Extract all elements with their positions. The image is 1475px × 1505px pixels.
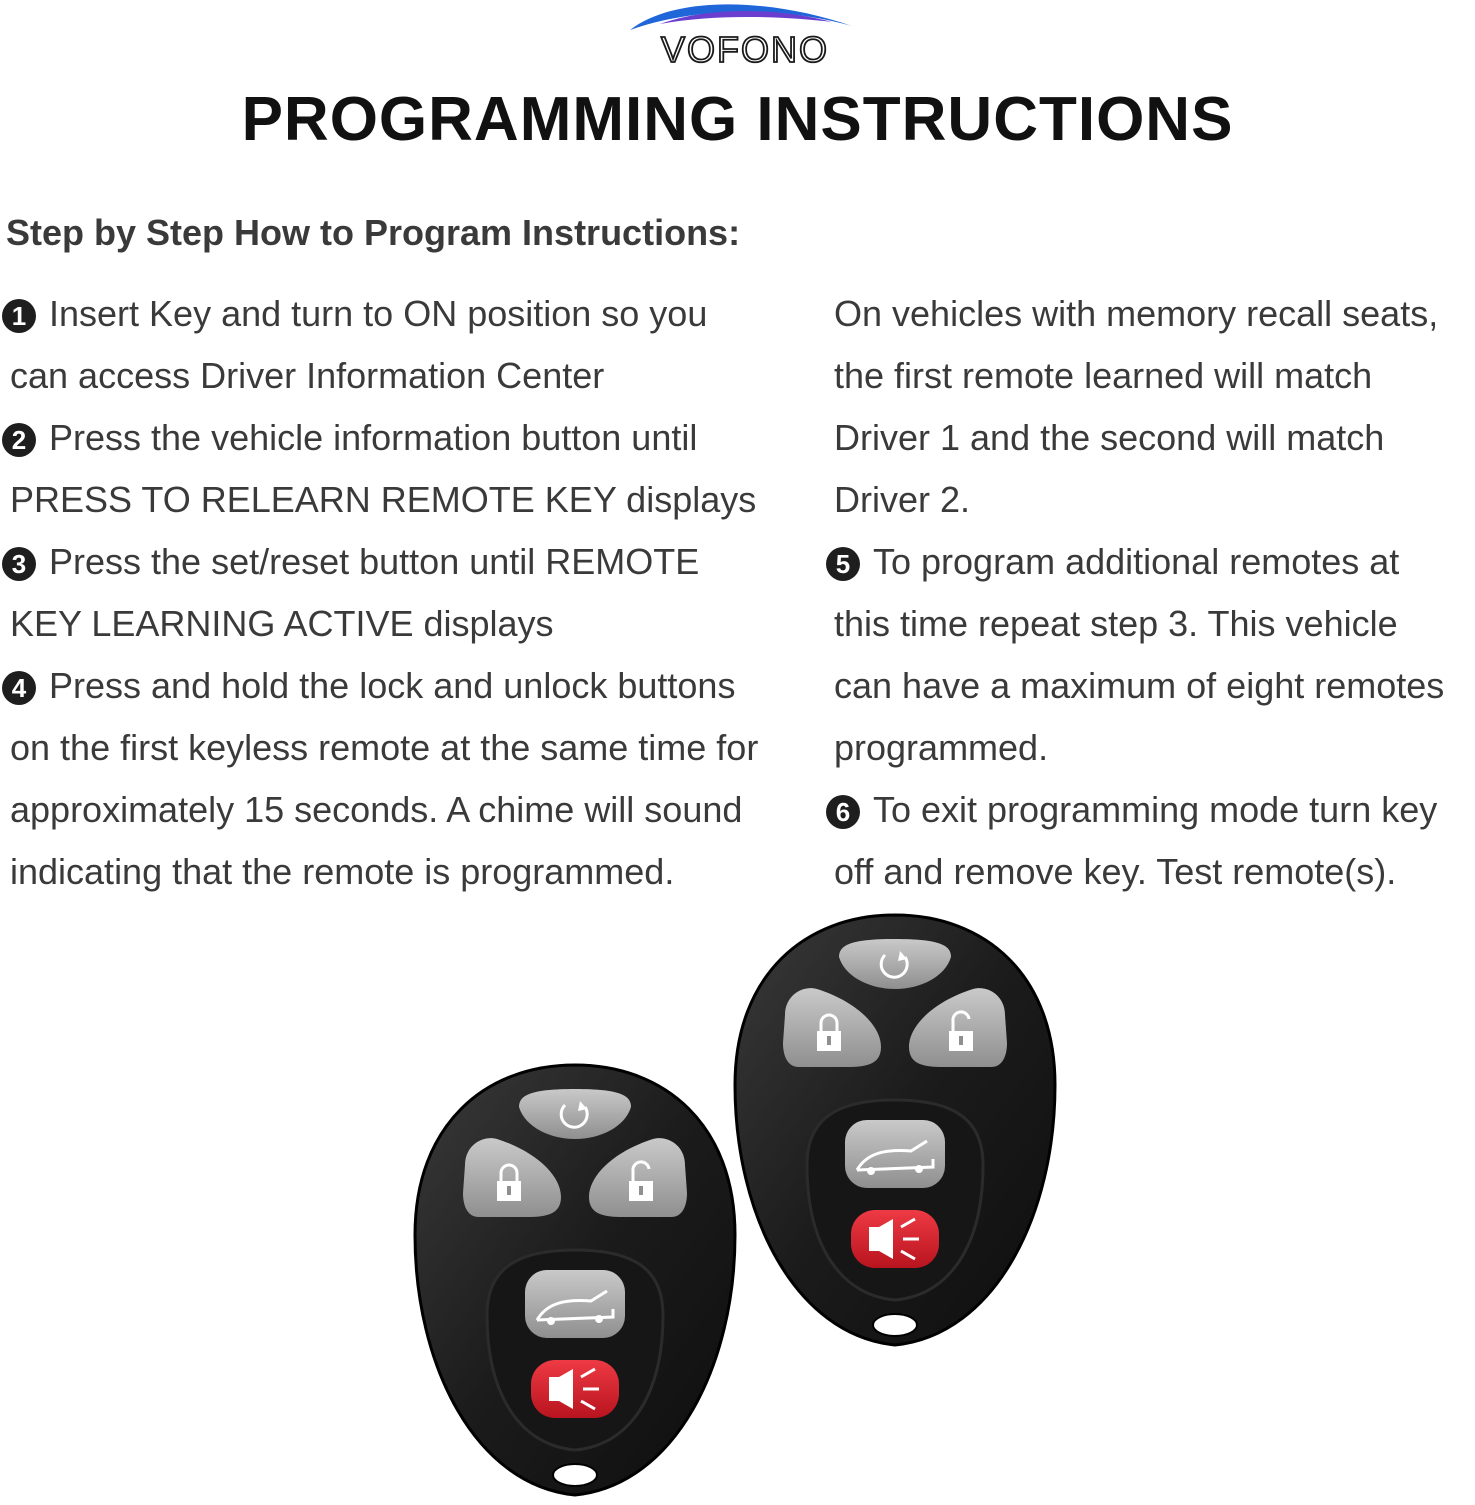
- step-4-line-4: indicating that the remote is programmed.: [10, 851, 675, 892]
- key-fob-images: [410, 905, 1070, 1500]
- memory-note-line-2: the first remote learned will match: [834, 355, 1373, 396]
- step-5-line-4: programmed.: [834, 727, 1049, 768]
- step-5-line-3: can have a maximum of eight remotes: [834, 665, 1445, 706]
- step-4-line-1: 4 Press and hold the lock and unlock buttons: [2, 655, 802, 717]
- step-3-line-2: KEY LEARNING ACTIVE displays: [10, 603, 554, 644]
- memory-note-line-1: On vehicles with memory recall seats,: [834, 293, 1439, 334]
- step-1-line-1: 1 Insert Key and turn to ON position so you: [2, 283, 802, 345]
- step-5-line-1: 5 To program additional remotes at: [826, 531, 1475, 593]
- step-3-line-1: 3 Press the set/reset button until REMOTE: [2, 531, 802, 593]
- step-5-line-2: this time repeat step 3. This vehicle: [834, 603, 1398, 644]
- step-badge-3: 3: [2, 547, 36, 581]
- vofono-logo: [620, 0, 870, 70]
- step-6-line-2: off and remove key. Test remote(s).: [834, 851, 1397, 892]
- memory-note-line-3: Driver 1 and the second will match: [834, 417, 1385, 458]
- instructions-left-column: [2, 283, 802, 903]
- step-badge-2: 2: [2, 423, 36, 457]
- step-4-line-3: approximately 15 seconds. A chime will sound: [10, 789, 743, 830]
- key-fob-back: [735, 915, 1055, 1345]
- page-title: PROGRAMMING INSTRUCTIONS: [241, 85, 1234, 154]
- memory-note-line-4: Driver 2.: [834, 479, 971, 520]
- instructions-subtitle: Step by Step How to Program Instructions:: [6, 212, 741, 253]
- step-2-line-1: 2 Press the vehicle information button until: [2, 407, 802, 469]
- logo-wordmark: VOFONO: [660, 29, 830, 70]
- instructions-right-column: [826, 283, 1475, 903]
- step-badge-1: 1: [2, 299, 36, 333]
- step-badge-6: 6: [826, 795, 860, 829]
- step-4-line-2: on the first keyless remote at the same time for: [10, 727, 759, 768]
- step-6-line-1: 6 To exit programming mode turn key: [826, 779, 1475, 841]
- step-badge-5: 5: [826, 547, 860, 581]
- key-fob-front: [415, 1065, 735, 1495]
- step-2-line-2: PRESS TO RELEARN REMOTE KEY displays: [10, 479, 757, 520]
- step-1-line-2: can access Driver Information Center: [10, 355, 605, 396]
- step-badge-4: 4: [2, 671, 36, 705]
